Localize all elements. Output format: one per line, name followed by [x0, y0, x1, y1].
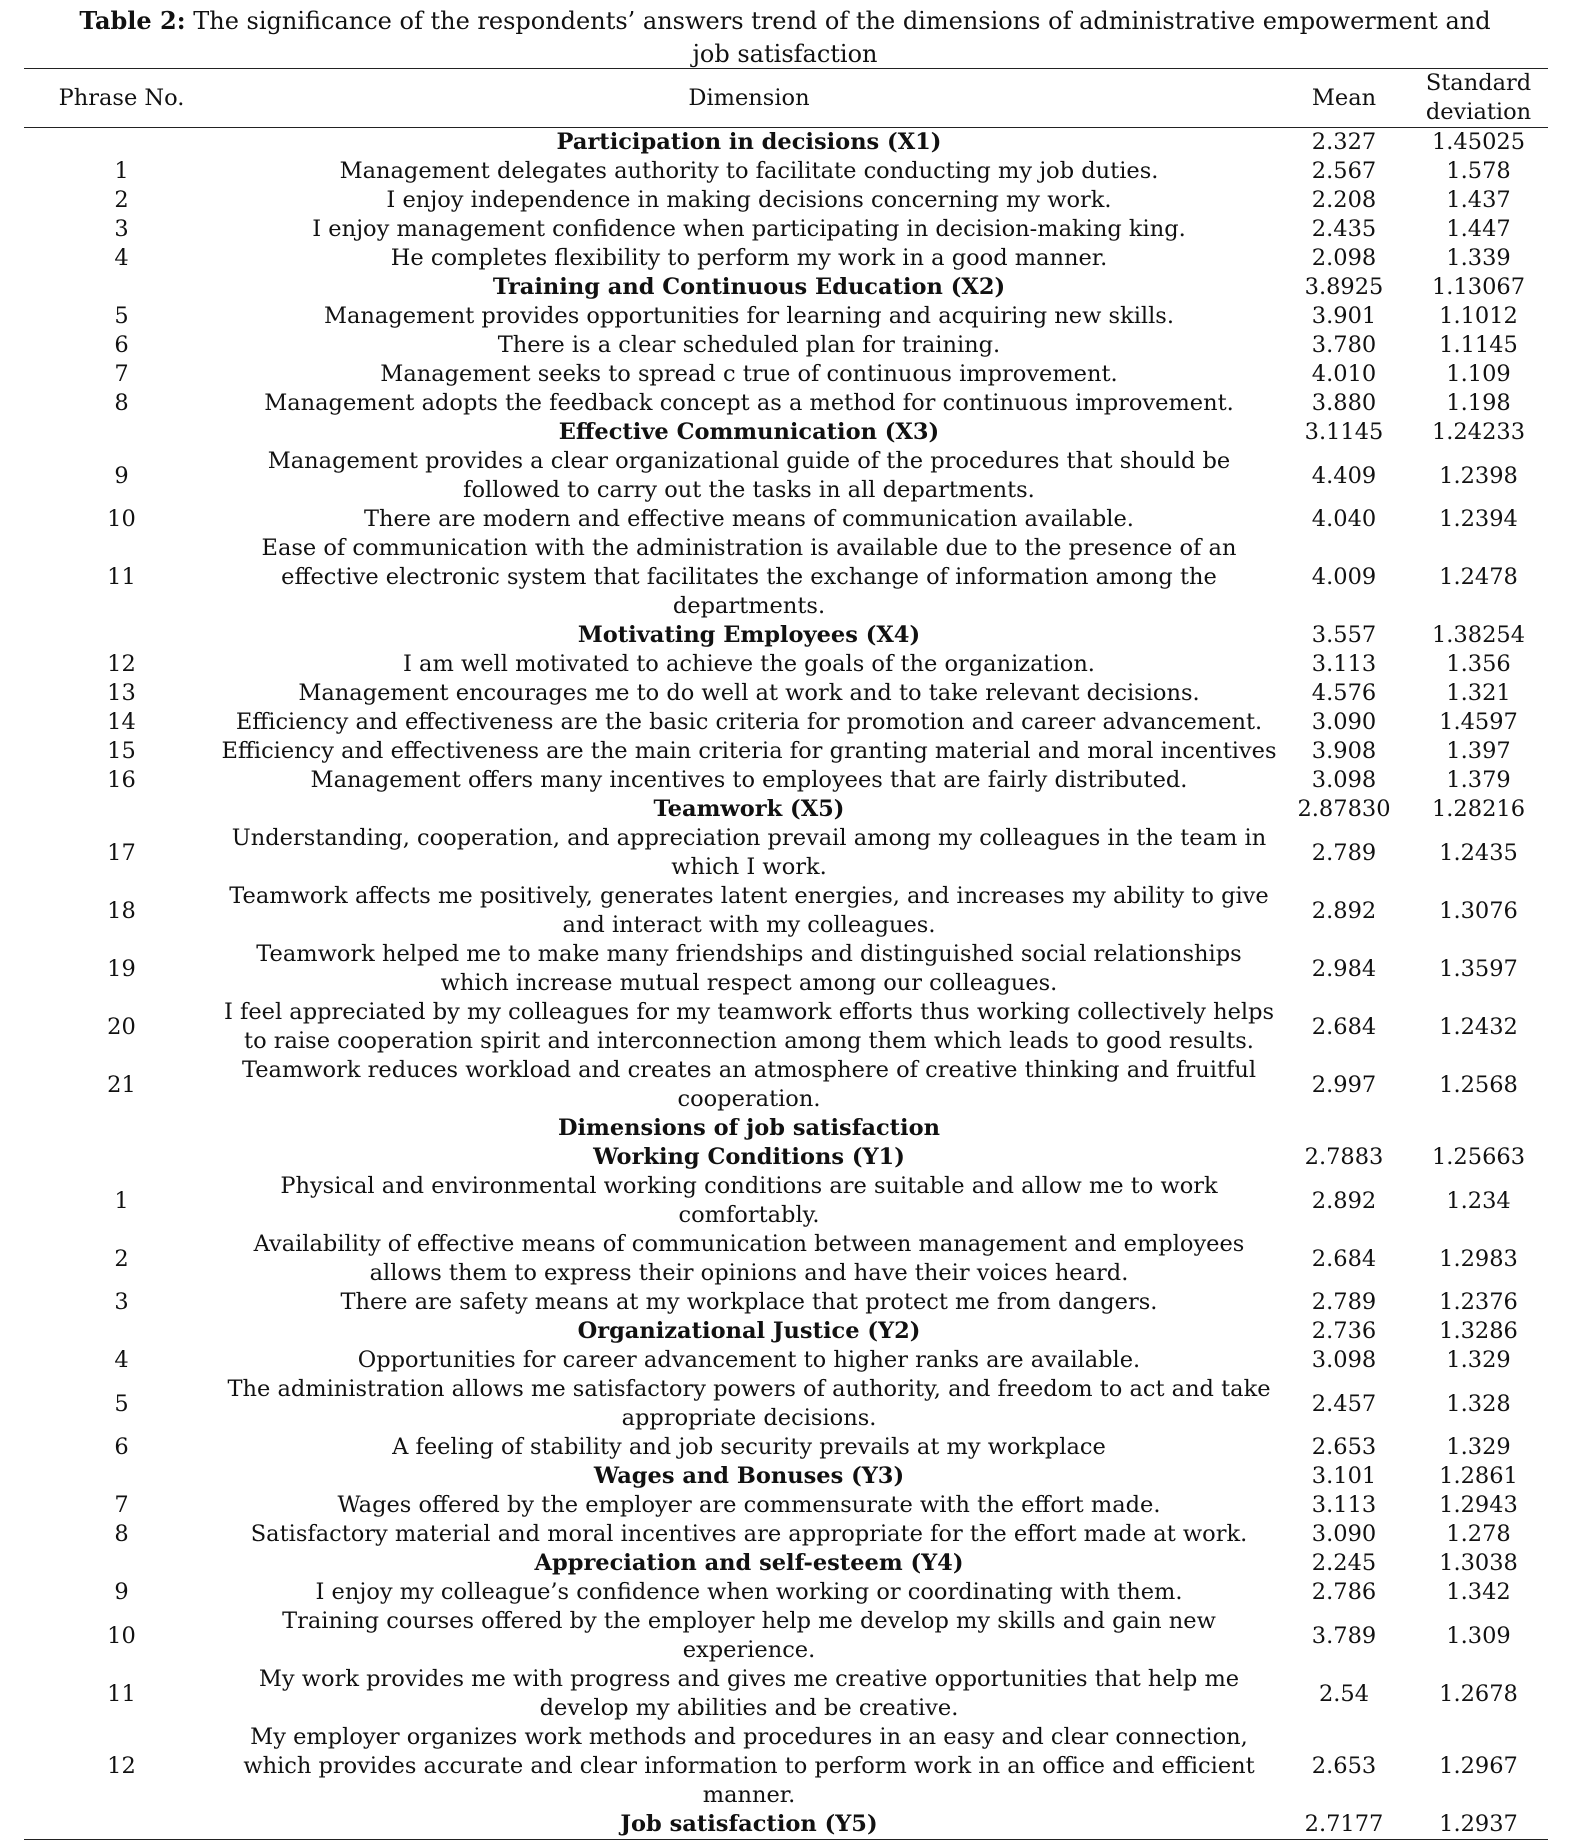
cell-dimension: Management provides opportunities for learning and acquiring new skills. [323, 303, 1174, 329]
table-row [24, 447, 1548, 505]
cell-dimension: Wages and Bonuses (Y3) [593, 1463, 905, 1489]
header-dimension: Dimension [688, 84, 810, 111]
cell-standard-deviation: 1.2937 [1439, 1811, 1518, 1837]
cell-dimension: Motivating Employees (X4) [577, 622, 921, 648]
header-row [24, 69, 1548, 128]
cell-dimension: Wages offered by the employer are commensurate with the effort made. [337, 1492, 1161, 1518]
table-row [24, 824, 1548, 882]
cell-dimension: He completes flexibility to perform my work in a good manner. [390, 245, 1108, 271]
cell-phrase-no [24, 795, 219, 824]
cell-dimension: A feeling of stability and job security prevails at my workplace [392, 1434, 1106, 1460]
cell-standard-deviation: 1.437 [1446, 187, 1511, 213]
cell-mean: 2.87830 [1297, 796, 1391, 822]
cell-standard-deviation: 1.3286 [1439, 1318, 1518, 1344]
cell-standard-deviation: 1.2943 [1439, 1492, 1518, 1518]
cell-mean: 2.736 [1311, 1318, 1377, 1344]
cell-dimension: I am well motivated to achieve the goals of the organization. [403, 651, 1095, 677]
cell-standard-deviation: 1.2568 [1439, 1071, 1518, 1098]
cell-mean: 2.7883 [1304, 1144, 1384, 1170]
cell-phrase-no: 10 [107, 1622, 136, 1649]
cell-phrase-no [24, 1317, 219, 1346]
cell-standard-deviation: 1.1145 [1439, 332, 1518, 358]
cell-mean: 3.098 [1311, 767, 1377, 793]
cell-standard-deviation: 1.2394 [1439, 506, 1518, 532]
cell-dimension: Management seeks to spread c true of continuous improvement. [380, 361, 1118, 387]
cell-phrase-no: 18 [107, 897, 136, 924]
cell-mean: 2.684 [1311, 1245, 1377, 1272]
cell-phrase-no: 3 [114, 1289, 129, 1315]
cell-standard-deviation: 1.309 [1446, 1622, 1511, 1649]
cell-mean: 3.908 [1311, 738, 1377, 764]
table-body [24, 128, 1548, 1840]
cell-dimension: Effective Communication (X3) [558, 419, 940, 445]
cell-mean: 2.984 [1311, 955, 1377, 982]
cell-phrase-no: 7 [114, 1492, 129, 1518]
cell-dimension: Teamwork reduces workload and creates an atmosphere of creative thinking and fruitful cooperation. [241, 1057, 1257, 1112]
dimension-group-row [24, 1810, 1548, 1840]
table-row [24, 1578, 1548, 1607]
cell-mean [1279, 1114, 1409, 1143]
cell-standard-deviation: 1.329 [1446, 1434, 1511, 1460]
results-table [24, 68, 1548, 1840]
cell-mean: 2.892 [1311, 1187, 1377, 1214]
cell-dimension: Satisfactory material and moral incentives are appropriate for the effort made at work. [250, 1521, 1248, 1547]
table-row [24, 331, 1548, 360]
cell-standard-deviation: 1.25663 [1431, 1144, 1526, 1170]
cell-dimension: The administration allows me satisfactory powers of authority, and freedom to act and take appropriate decisions. [227, 1376, 1271, 1431]
cell-dimension: Understanding, cooperation, and appreciation prevail among my colleagues in the team in which I work. [231, 825, 1267, 880]
cell-standard-deviation: 1.3076 [1439, 897, 1518, 924]
table-row [24, 157, 1548, 186]
cell-phrase-no: 13 [107, 680, 136, 706]
cell-mean: 4.040 [1311, 506, 1377, 532]
cell-phrase-no: 10 [107, 506, 136, 532]
table-row [24, 1520, 1548, 1549]
cell-phrase-no: 16 [107, 767, 136, 793]
table-row [24, 679, 1548, 708]
cell-standard-deviation: 1.2983 [1439, 1245, 1518, 1272]
cell-standard-deviation [1409, 1114, 1548, 1143]
cell-mean: 2.208 [1311, 187, 1377, 213]
cell-mean: 2.245 [1311, 1550, 1377, 1576]
cell-standard-deviation: 1.198 [1446, 390, 1511, 416]
cell-mean: 3.1145 [1304, 419, 1384, 445]
cell-standard-deviation: 1.109 [1446, 361, 1511, 387]
cell-mean: 2.435 [1311, 216, 1377, 242]
cell-phrase-no: 15 [107, 738, 136, 764]
cell-mean: 2.997 [1311, 1071, 1377, 1098]
cell-mean: 2.54 [1318, 1680, 1370, 1707]
table-row [24, 1375, 1548, 1433]
table-row [24, 1288, 1548, 1317]
cell-dimension: Training courses offered by the employer help me develop my skills and gain new experience. [282, 1608, 1216, 1663]
cell-standard-deviation: 1.1012 [1439, 303, 1518, 329]
cell-dimension: Efficiency and effectiveness are the basic criteria for promotion and career advancement. [235, 709, 1263, 735]
cell-standard-deviation: 1.2435 [1439, 839, 1518, 866]
cell-phrase-no: 14 [107, 709, 136, 735]
cell-dimension: I enjoy my colleague’s confidence when working or coordinating with them. [315, 1579, 1183, 1605]
cell-phrase-no: 20 [107, 1013, 136, 1040]
cell-dimension: There are safety means at my workplace that protect me from dangers. [340, 1289, 1158, 1315]
cell-phrase-no [24, 273, 219, 302]
cell-phrase-no: 9 [114, 462, 129, 489]
section-heading-row [24, 1114, 1548, 1143]
cell-dimension: Management delegates authority to facilitate conducting my job duties. [339, 158, 1159, 184]
cell-phrase-no [24, 1810, 219, 1840]
cell-mean: 2.098 [1311, 245, 1377, 271]
cell-phrase-no: 3 [114, 216, 129, 242]
header-phrase-no: Phrase No. [58, 84, 185, 111]
table-row [24, 1491, 1548, 1520]
cell-phrase-no [24, 621, 219, 650]
table-row [24, 766, 1548, 795]
dimension-group-row [24, 1317, 1548, 1346]
cell-standard-deviation: 1.328 [1446, 1390, 1511, 1417]
table-row [24, 1723, 1548, 1810]
cell-dimension: Participation in decisions (X1) [556, 129, 942, 155]
cell-phrase-no: 2 [114, 1245, 129, 1272]
cell-dimension: There is a clear scheduled plan for training. [497, 332, 1001, 358]
cell-standard-deviation: 1.45025 [1431, 129, 1526, 155]
table-row [24, 1172, 1548, 1230]
table-row [24, 534, 1548, 621]
cell-standard-deviation: 1.2398 [1439, 462, 1518, 489]
cell-dimension: Teamwork helped me to make many friendships and distinguished social relationships which increase mutual respect among our colleagues. [256, 941, 1242, 996]
cell-phrase-no: 4 [114, 245, 129, 271]
table-row [24, 360, 1548, 389]
dimension-group-row [24, 621, 1548, 650]
cell-standard-deviation: 1.234 [1446, 1187, 1511, 1214]
cell-phrase-no [24, 1462, 219, 1491]
cell-mean: 3.113 [1311, 1492, 1377, 1518]
cell-mean: 3.101 [1311, 1463, 1377, 1489]
cell-dimension: Job satisfaction (Y5) [620, 1811, 878, 1837]
cell-phrase-no: 21 [107, 1071, 136, 1098]
table-row [24, 1607, 1548, 1665]
cell-dimension: There are modern and effective means of communication available. [364, 506, 1134, 532]
table-row [24, 505, 1548, 534]
dimension-group-row [24, 273, 1548, 302]
cell-standard-deviation: 1.2967 [1439, 1753, 1518, 1779]
cell-mean: 2.789 [1311, 839, 1377, 866]
cell-mean: 2.7177 [1304, 1811, 1384, 1837]
cell-dimension: Efficiency and effectiveness are the main criteria for granting material and moral incentives [221, 738, 1277, 764]
cell-standard-deviation: 1.379 [1446, 767, 1511, 793]
cell-mean: 3.780 [1311, 332, 1377, 358]
cell-standard-deviation: 1.278 [1446, 1521, 1511, 1547]
cell-dimension: I enjoy independence in making decisions concerning my work. [386, 187, 1112, 213]
cell-standard-deviation: 1.339 [1446, 245, 1511, 271]
dimension-group-row [24, 1143, 1548, 1172]
cell-standard-deviation: 1.3038 [1439, 1550, 1518, 1576]
cell-mean: 2.653 [1311, 1753, 1377, 1779]
cell-dimension: I enjoy management confidence when participating in decision-making king. [312, 216, 1186, 242]
cell-dimension: Appreciation and self-esteem (Y4) [534, 1550, 964, 1576]
cell-dimension: Ease of communication with the administration is available due to the presence of an effective electronic system that facilitates the exchange of information among the departments. [261, 535, 1237, 619]
cell-phrase-no [24, 128, 219, 158]
cell-mean: 2.786 [1311, 1579, 1377, 1605]
cell-phrase-no: 12 [107, 651, 136, 677]
table-row [24, 998, 1548, 1056]
table-caption [0, 4, 1570, 71]
cell-dimension: Management provides a clear organizational guide of the procedures that should be followed to carry out the tasks in all departments. [267, 448, 1231, 503]
cell-standard-deviation: 1.24233 [1431, 419, 1526, 445]
cell-phrase-no: 4 [114, 1347, 129, 1373]
cell-mean: 3.901 [1311, 303, 1377, 329]
table-row [24, 186, 1548, 215]
cell-dimension: Training and Continuous Education (X2) [492, 274, 1006, 300]
cell-standard-deviation: 1.2861 [1439, 1463, 1518, 1489]
table-row [24, 882, 1548, 940]
cell-dimension: Teamwork affects me positively, generates latent energies, and increases my ability to give and interact with my colleagues. [229, 883, 1269, 938]
cell-phrase-no: 6 [114, 1434, 129, 1460]
cell-standard-deviation: 1.356 [1446, 651, 1511, 677]
cell-standard-deviation: 1.578 [1446, 158, 1511, 184]
cell-phrase-no: 17 [107, 839, 136, 866]
cell-mean: 3.880 [1311, 390, 1377, 416]
cell-mean: 3.098 [1311, 1347, 1377, 1373]
table-row [24, 708, 1548, 737]
cell-standard-deviation: 1.3597 [1439, 955, 1518, 982]
cell-phrase-no: 5 [114, 303, 129, 329]
cell-dimension: I feel appreciated by my colleagues for my teamwork efforts thus working collectively helps to raise cooperation spirit and interconnection among them which leads to good results. [223, 999, 1275, 1054]
header-standard-deviation: Standard deviation [1425, 70, 1532, 125]
cell-phrase-no: 6 [114, 332, 129, 358]
cell-dimension: My employer organizes work methods and procedures in an easy and clear connection, which provides accurate and clear information to perform work in an office and efficient manner. [243, 1724, 1255, 1808]
cell-phrase-no: 11 [107, 564, 136, 590]
cell-standard-deviation: 1.447 [1446, 216, 1511, 242]
cell-dimension: Management encourages me to do well at work and to take relevant decisions. [298, 680, 1200, 706]
table-row [24, 302, 1548, 331]
cell-dimension: Management adopts the feedback concept as a method for continuous improvement. [264, 390, 1234, 416]
cell-standard-deviation: 1.2478 [1439, 564, 1518, 590]
cell-dimension: Teamwork (X5) [653, 796, 845, 822]
cell-phrase-no [24, 1549, 219, 1578]
dimension-group-row [24, 1549, 1548, 1578]
cell-mean: 4.576 [1311, 680, 1377, 706]
table-row [24, 215, 1548, 244]
cell-mean: 2.684 [1311, 1013, 1377, 1040]
header-mean: Mean [1311, 84, 1377, 111]
cell-standard-deviation: 1.2376 [1439, 1289, 1518, 1315]
cell-standard-deviation: 1.342 [1446, 1579, 1511, 1605]
cell-mean: 3.8925 [1304, 274, 1384, 300]
cell-standard-deviation: 1.2678 [1439, 1680, 1518, 1707]
cell-dimension: Organizational Justice (Y2) [577, 1318, 921, 1344]
cell-phrase-no: 1 [114, 1187, 129, 1214]
cell-phrase-no [24, 1143, 219, 1172]
cell-mean: 3.557 [1311, 622, 1377, 648]
cell-mean: 2.327 [1311, 129, 1377, 155]
cell-standard-deviation: 1.38254 [1431, 622, 1526, 648]
table-row [24, 940, 1548, 998]
cell-dimension: Availability of effective means of communication between management and employees allows them to express their opinions and have their voices heard. [253, 1231, 1245, 1286]
cell-phrase-no: 5 [114, 1390, 129, 1417]
dimension-group-row [24, 418, 1548, 447]
cell-dimension: Working Conditions (Y1) [593, 1144, 905, 1170]
table-row [24, 244, 1548, 273]
caption-label: Table 2: [79, 6, 186, 35]
table-row [24, 1056, 1548, 1114]
cell-phrase-no: 2 [114, 187, 129, 213]
cell-phrase-no: 12 [107, 1753, 136, 1779]
cell-mean: 2.789 [1311, 1289, 1377, 1315]
cell-standard-deviation: 1.329 [1446, 1347, 1511, 1373]
cell-mean: 4.409 [1311, 462, 1377, 489]
cell-mean: 2.567 [1311, 158, 1377, 184]
cell-phrase-no: 11 [107, 1680, 136, 1707]
cell-standard-deviation: 1.2432 [1439, 1013, 1518, 1040]
cell-phrase-no: 8 [114, 1521, 129, 1547]
dimension-group-row [24, 1462, 1548, 1491]
cell-dimension: Dimensions of job satisfaction [558, 1115, 940, 1141]
cell-mean: 3.090 [1311, 709, 1377, 735]
dimension-group-row [24, 795, 1548, 824]
cell-mean: 2.892 [1311, 897, 1377, 924]
cell-phrase-no: 8 [114, 390, 129, 416]
cell-dimension: Physical and environmental working conditions are suitable and allow me to work comfortably. [280, 1173, 1218, 1228]
cell-standard-deviation: 1.28216 [1431, 796, 1526, 822]
caption-text-block [0, 4, 1570, 71]
cell-standard-deviation: 1.4597 [1439, 709, 1518, 735]
cell-mean: 3.090 [1311, 1521, 1377, 1547]
table-row [24, 1346, 1548, 1375]
table-row [24, 1230, 1548, 1288]
cell-mean: 3.789 [1311, 1622, 1377, 1649]
cell-phrase-no: 7 [114, 361, 129, 387]
table-row [24, 737, 1548, 766]
cell-dimension: Management offers many incentives to employees that are fairly distributed. [310, 767, 1188, 793]
cell-dimension: My work provides me with progress and gives me creative opportunities that help me develop my abilities and be creative. [258, 1666, 1240, 1721]
cell-standard-deviation: 1.397 [1446, 738, 1511, 764]
cell-phrase-no [24, 1114, 219, 1143]
cell-mean: 2.457 [1311, 1390, 1377, 1417]
cell-mean: 4.009 [1311, 564, 1377, 590]
cell-mean: 2.653 [1311, 1434, 1377, 1460]
cell-mean: 4.010 [1311, 361, 1377, 387]
table-row [24, 650, 1548, 679]
table-header [24, 69, 1548, 128]
cell-phrase-no [24, 418, 219, 447]
cell-phrase-no: 19 [107, 955, 136, 982]
cell-phrase-no: 9 [114, 1579, 129, 1605]
dimension-group-row [24, 128, 1548, 158]
cell-mean: 3.113 [1311, 651, 1377, 677]
cell-phrase-no: 1 [114, 158, 129, 184]
cell-standard-deviation: 1.13067 [1431, 274, 1526, 300]
cell-standard-deviation: 1.321 [1446, 680, 1511, 706]
caption-text: The significance of the respondents’ answers trend of the dimensions of administrative empowerment and job satisfaction [193, 7, 1491, 68]
table-row [24, 389, 1548, 418]
cell-dimension: Opportunities for career advancement to higher ranks are available. [357, 1347, 1141, 1373]
table-row [24, 1433, 1548, 1462]
table-row [24, 1665, 1548, 1723]
